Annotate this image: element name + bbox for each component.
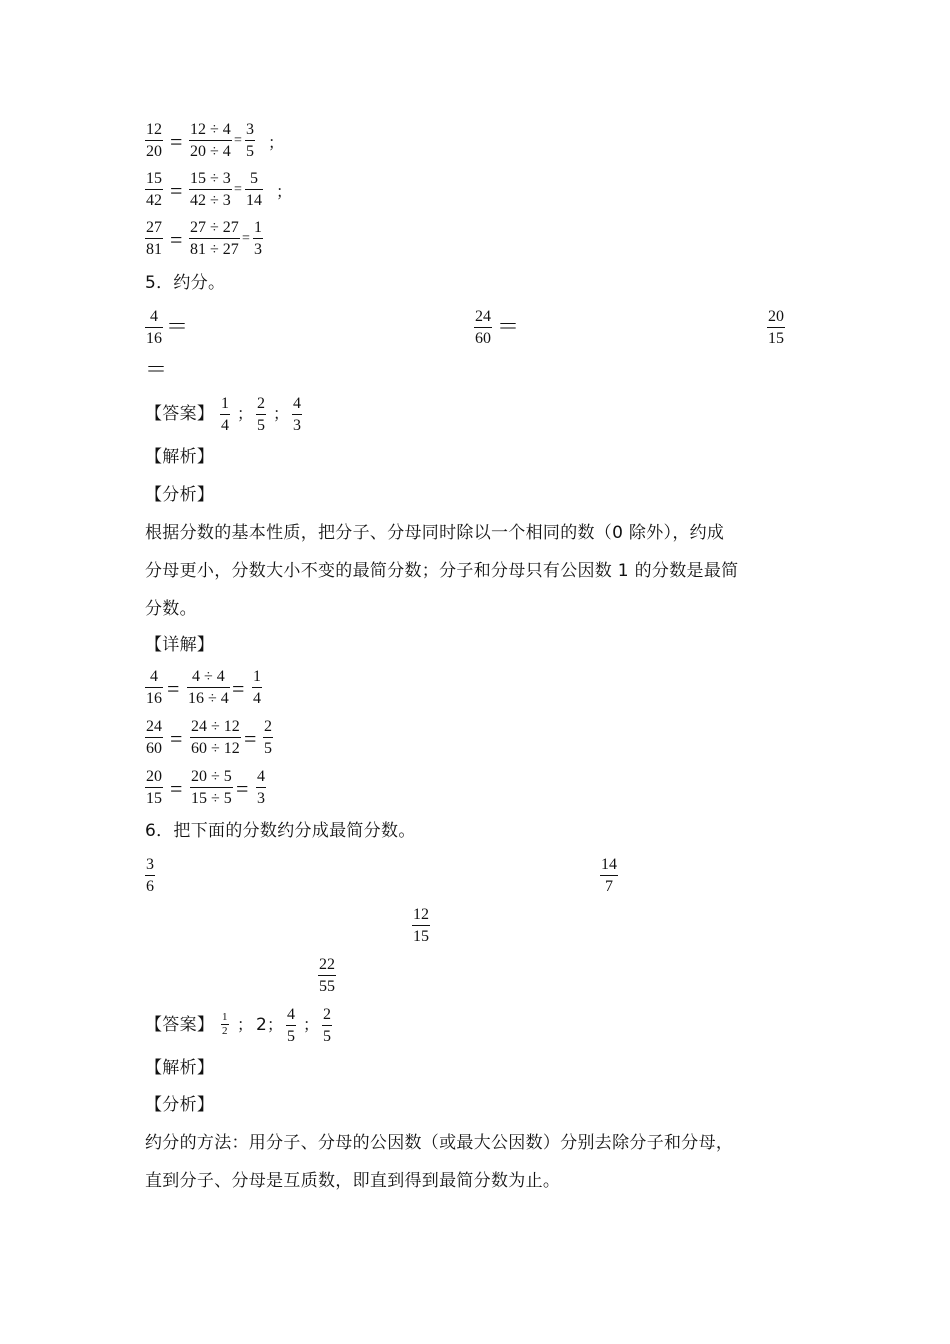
fraction: 24 ÷ 12 60 ÷ 12 [191, 718, 240, 757]
fraction: 20 15 [768, 308, 784, 347]
separator: ； [237, 1015, 254, 1034]
separator: ； [267, 1015, 284, 1034]
fraction: 15 ÷ 3 42 ÷ 3 [190, 170, 231, 209]
fenxi-label: 【分析】 [145, 485, 215, 505]
q5-analysis: 根据分数的基本性质，把分子、分母同时除以一个相同的数（0 除外），约成 分母更小，分数大小不变的最简分数；分子和分母只有公因数 1 的分数是最简 分数。 [145, 523, 739, 619]
equals-sign: ＝ [166, 314, 189, 339]
fraction: 4 3 [257, 768, 265, 807]
equals-sign: = [170, 776, 183, 801]
separator: ； [268, 133, 285, 152]
fraction: 15 42 [146, 170, 162, 209]
fraction: 27 81 [146, 219, 162, 258]
xiangjie-label: 【详解】 [145, 635, 215, 655]
fraction: 12 ÷ 4 20 ÷ 4 [190, 121, 231, 160]
fraction: 1 2 [222, 1011, 228, 1037]
equals-sign: = [170, 129, 183, 154]
question-5-title: 5．约分。 [145, 273, 226, 293]
fraction: 4 3 [293, 395, 301, 434]
fraction: 12 15 [413, 906, 429, 945]
fraction: 14 7 [601, 856, 617, 895]
jiexi-label: 【解析】 [145, 1058, 215, 1078]
fenxi-label: 【分析】 [145, 1095, 215, 1115]
jiexi-label: 【解析】 [145, 447, 215, 467]
fraction: 12 20 [146, 121, 162, 160]
equals-sign: = [234, 133, 242, 148]
fraction: 22 55 [319, 956, 335, 995]
equals-sign: = [242, 231, 250, 246]
fraction: 2 5 [264, 718, 272, 757]
fraction: 1 4 [221, 395, 229, 434]
fraction: 1 4 [253, 668, 261, 707]
fraction: 4 16 [146, 668, 162, 707]
separator: ； [273, 404, 290, 423]
equals-sign: = [232, 676, 245, 701]
answer-label: 【答案】 [145, 404, 215, 424]
equals-sign: = [234, 182, 242, 197]
equals-sign: = [170, 178, 183, 203]
q6-analysis: 约分的方法：用分子、分母的公因数（或最大公因数）分别去除分子和分母， 直到分子、分母是互质数，即直到得到最简分数为止。 [145, 1133, 734, 1191]
equals-sign: = [236, 776, 249, 801]
fraction: 24 60 [475, 308, 491, 347]
fraction: 20 15 [146, 768, 162, 807]
fraction: 1 3 [254, 219, 262, 258]
separator: ； [237, 404, 254, 423]
fraction: 2 5 [323, 1006, 331, 1045]
equals-sign: ＝ [497, 314, 520, 339]
fraction: 2 5 [257, 395, 265, 434]
separator: ； [276, 182, 293, 201]
fraction: 4 16 [146, 308, 162, 347]
equals-sign: = [170, 726, 183, 751]
equals-sign: = [167, 676, 180, 701]
fraction: 4 ÷ 4 16 ÷ 4 [188, 668, 229, 707]
fraction: 4 5 [287, 1006, 295, 1045]
equals-sign: = [244, 726, 257, 751]
fraction: 3 6 [146, 856, 154, 895]
fraction: 27 ÷ 27 81 ÷ 27 [190, 219, 239, 258]
separator: ； [303, 1015, 320, 1034]
fraction: 24 60 [146, 718, 162, 757]
fraction: 5 14 [246, 170, 262, 209]
question-6-title: 6．把下面的分数约分成最简分数。 [145, 821, 416, 841]
equals-sign: = [170, 227, 183, 252]
fraction: 3 5 [246, 121, 254, 160]
answer-label: 【答案】 [145, 1015, 215, 1035]
equals-sign: ＝ [145, 357, 168, 382]
fraction: 20 ÷ 5 15 ÷ 5 [191, 768, 232, 807]
answer-value: 2 [256, 1015, 268, 1035]
